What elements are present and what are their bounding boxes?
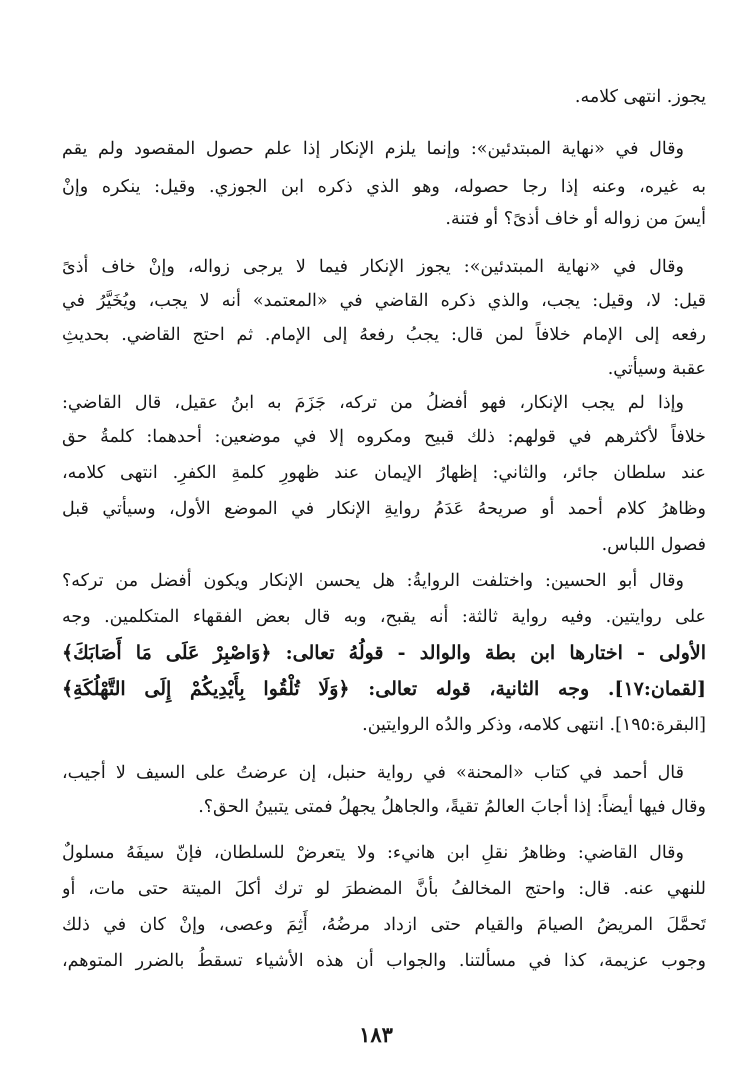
text-line: وإذا لم يجب الإنكار، فهو أفضلُ من تركه، جَزَمَ به ابنُ عقيل، قال القاضي: xyxy=(62,393,684,413)
text-line: عقبة وسيأتي. xyxy=(607,359,706,379)
text-line: الأولى - اختارها ابن بطة والوالد - قولُهُ تعالى: ﴿وَاصْبِرْ عَلَى مَا أَصَابَكَ﴾ xyxy=(62,642,706,664)
text-line: وجوب عزيمة، كذا في مسألتنا. والجواب أن هذه الأشياء تسقطُ بالضرر المتوهم، xyxy=(62,951,706,971)
text-line: رفعه إلى الإمام خلافاً لمن قال: يجبُ رفعهُ إلى الإمام. ثم احتج القاضي. بحديثِ xyxy=(62,325,706,345)
text-line: وقال في «نهاية المبتدئين»: وإنما يلزم الإنكار إذا علم حصول المقصود ولم يقم xyxy=(62,139,684,159)
text-line: أيسَ من زواله أو خاف أذىً؟ أو فتنة. xyxy=(445,209,706,229)
text-line: وظاهرُ كلام أحمد أو صريحهُ عَدَمُ روايةِ الإنكار في الموضع الأول، وسيأتي قبل xyxy=(62,499,706,519)
text-line: على روايتين. وفيه رواية ثالثة: أنه يقبح، وبه قال بعض الفقهاء المتكلمين. وجه xyxy=(62,607,706,627)
page-number: ١٨٣ xyxy=(359,1022,393,1047)
text-line: به غيره، وعنه إذا رجا حصوله، وهو الذي ذكره ابن الجوزي. وقيل: ينكره وإنْ xyxy=(62,177,706,197)
text-line: وقال فيها أيضاً: إذا أجابَ العالمُ تقيةً، والجاهلُ يجهلُ فمتى يتبينُ الحق؟. xyxy=(198,797,706,817)
text-line: خلافاً لأكثرهم في قولهم: ذلك قبيح ومكروه إلا في موضعين: أحدهما: كلمةُ حق xyxy=(62,427,706,447)
text-line: يجوز. انتهى كلامه. xyxy=(574,87,706,107)
text-line: [البقرة:١٩٥]. انتهى كلامه، وذكر والدُه الروايتين. xyxy=(362,715,706,735)
text-line: عند سلطان جائر، والثاني: إظهارُ الإيمان عند ظهورِ كلمةِ الكفرِ. انتهى كلامه، xyxy=(62,463,706,483)
text-line: فصول اللباس. xyxy=(601,535,706,555)
text-line: وقال في «نهاية المبتدئين»: يجوز الإنكار فيما لا يرجى زواله، وإنْ خاف أذىً xyxy=(62,257,684,277)
text-line: قال أحمد في كتاب «المحنة» في رواية حنبل، إن عرضتُ على السيف لا أجيب، xyxy=(62,763,684,783)
text-line: وقال أبو الحسين: واختلفت الروايةُ: هل يحسن الإنكار ويكون أفضل من تركه؟ xyxy=(62,571,684,591)
text-line: [لقمان:١٧]. وجه الثانية، قوله تعالى: ﴿وَلَا تُلْقُوا بِأَيْدِيكُمْ إِلَى التَّهْلُكَةِ﴾ xyxy=(62,678,706,700)
text-line: تَحمَّلَ المريضُ الصيامَ والقيام حتى ازداد مرضُهُ، أَثِمَ وعصى، وإنْ كان في ذلك xyxy=(62,915,706,935)
text-line: للنهي عنه. قال: واحتج المخالفُ بأنَّ المضطرَ لو ترك أكلَ الميتة حتى مات، أو xyxy=(62,879,706,899)
text-line: وقال القاضي: وظاهرُ نقلِ ابن هانيء: ولا يتعرضْ للسلطان، فإنّ سيفَهُ مسلولٌ xyxy=(62,843,684,863)
text-line: قيل: لا، وقيل: يجب، والذي ذكره القاضي في «المعتمد» أنه لا يجب، ويُخَيَّرُ في xyxy=(62,291,706,311)
